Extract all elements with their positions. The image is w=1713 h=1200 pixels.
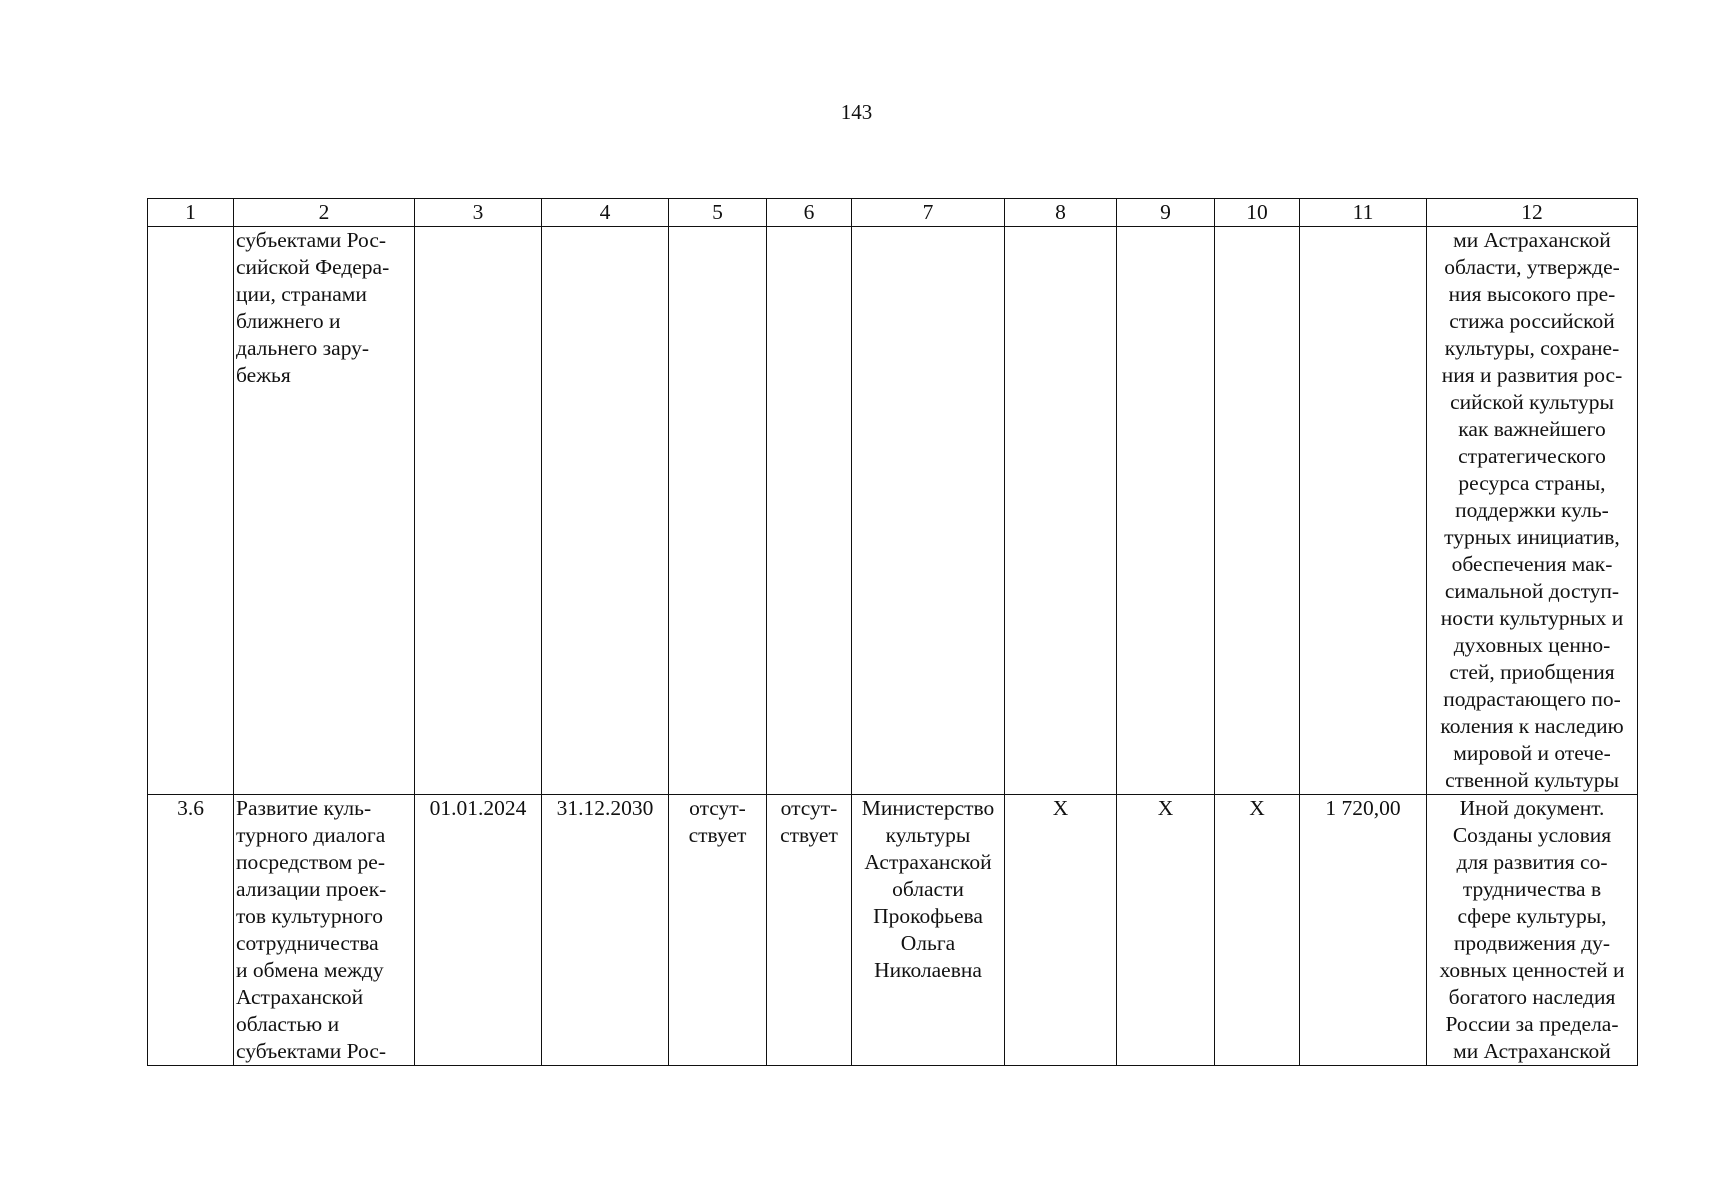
header-cell-8: 8	[1005, 199, 1117, 227]
header-cell-1: 1	[148, 199, 234, 227]
cell-col5	[669, 795, 767, 1066]
text-line: ресурса страны,	[1458, 471, 1606, 495]
cell-amount	[1300, 227, 1427, 795]
cell-start-date: 01.01.2024	[415, 795, 542, 1066]
text-line: ственной культуры	[1445, 768, 1619, 792]
text-line: симальной доступ-	[1444, 579, 1620, 603]
text-line: ствует	[688, 823, 747, 847]
text-line: областью и	[236, 1012, 340, 1036]
cell-number: 3.6	[148, 795, 234, 1066]
text-line: турных инициатив,	[1444, 525, 1620, 549]
text-line: Прокофьева	[873, 904, 983, 928]
text-line: трудничества в	[1462, 877, 1602, 901]
text-line: сотрудничества	[236, 931, 379, 955]
cell-number	[148, 227, 234, 795]
text-line: и обмена между	[236, 958, 384, 982]
text-line: дальнего зару-	[236, 336, 370, 360]
text-line: отсут-	[689, 796, 746, 820]
cell-col10	[1215, 227, 1300, 795]
text-line: ми Астраханской	[1453, 228, 1611, 252]
text-line: ховных ценностей и	[1439, 958, 1625, 982]
cell-col8	[1005, 227, 1117, 795]
header-cell-4: 4	[542, 199, 669, 227]
text-line: посредством ре-	[236, 850, 385, 874]
table-row-3-6	[148, 795, 1638, 1066]
header-cell-2: 2	[234, 199, 415, 227]
cell-responsible	[852, 227, 1005, 795]
text-line: ния высокого пре-	[1448, 282, 1616, 306]
continuation-row	[148, 227, 1638, 795]
text-line: Иной документ.	[1459, 796, 1605, 820]
cell-description	[234, 227, 415, 795]
header-cell-12: 12	[1427, 199, 1638, 227]
text-line: поддержки куль-	[1455, 498, 1609, 522]
text-line: субъектами Рос-	[236, 228, 387, 252]
data-table	[147, 198, 1638, 1066]
text-line: области	[892, 877, 964, 901]
text-line: культуры, сохране-	[1444, 336, 1620, 360]
cell-description	[234, 795, 415, 1066]
text-line: области, утвержде-	[1444, 255, 1620, 279]
text-line: Министерство	[861, 796, 995, 820]
text-line: коления к наследию	[1440, 714, 1624, 738]
cell-col6	[767, 795, 852, 1066]
cell-result	[1427, 227, 1638, 795]
text-line: культуры	[885, 823, 971, 847]
text-line: обеспечения мак-	[1451, 552, 1613, 576]
text-line: мировой и отече-	[1453, 741, 1611, 765]
text-line: ализации проек-	[236, 877, 387, 901]
header-cell-5: 5	[669, 199, 767, 227]
cell-col5	[669, 227, 767, 795]
header-cell-11: 11	[1300, 199, 1427, 227]
text-line: ствует	[780, 823, 838, 847]
header-cell-10: 10	[1215, 199, 1300, 227]
header-cell-3: 3	[415, 199, 542, 227]
text-line: подрастающего по-	[1443, 687, 1621, 711]
cell-col10: X	[1215, 795, 1300, 1066]
text-line: сийской культуры	[1450, 390, 1614, 414]
text-line: ции, странами	[236, 282, 367, 306]
cell-col8: X	[1005, 795, 1117, 1066]
text-line: Ольга	[900, 931, 956, 955]
cell-end-date	[542, 227, 669, 795]
text-line: отсут-	[780, 796, 838, 820]
text-line: турного диалога	[236, 823, 386, 847]
text-line: ми Астраханской	[1453, 1039, 1611, 1063]
text-line: ния и развития рос-	[1441, 363, 1623, 387]
text-line: Астраханской	[236, 985, 364, 1009]
text-line: бежья	[236, 363, 291, 387]
text-line: ности культурных и	[1440, 606, 1624, 630]
cell-amount: 1 720,00	[1300, 795, 1427, 1066]
header-cell-9: 9	[1117, 199, 1215, 227]
text-line: продвижения ду-	[1453, 931, 1611, 955]
text-line: для развития со-	[1456, 850, 1608, 874]
text-line: сфере культуры,	[1457, 904, 1607, 928]
text-line: Астраханской	[864, 850, 992, 874]
cell-start-date	[415, 227, 542, 795]
header-cell-6: 6	[767, 199, 852, 227]
text-line: Развитие куль-	[236, 796, 372, 820]
text-line: тов культурного	[236, 904, 383, 928]
cell-responsible	[852, 795, 1005, 1066]
text-line: стижа российской	[1449, 309, 1615, 333]
text-line: как важнейшего	[1458, 417, 1606, 441]
cell-result	[1427, 795, 1638, 1066]
cell-end-date: 31.12.2030	[542, 795, 669, 1066]
header-cell-7: 7	[852, 199, 1005, 227]
text-line: России за предела-	[1445, 1012, 1619, 1036]
text-line: Созданы условия	[1452, 823, 1612, 847]
cell-col9	[1117, 227, 1215, 795]
cell-col9: X	[1117, 795, 1215, 1066]
text-line: богатого наследия	[1448, 985, 1616, 1009]
text-line: ближнего и	[236, 309, 341, 333]
text-line: стей, приобщения	[1449, 660, 1615, 684]
cell-col6	[767, 227, 852, 795]
text-line: субъектами Рос-	[236, 1039, 387, 1063]
text-line: духовных ценно-	[1453, 633, 1611, 657]
text-line: сийской Федера-	[236, 255, 390, 279]
text-line: стратегического	[1458, 444, 1606, 468]
page-number: 143	[840, 100, 873, 124]
text-line: Николаевна	[874, 958, 982, 982]
header-row	[148, 199, 1638, 227]
